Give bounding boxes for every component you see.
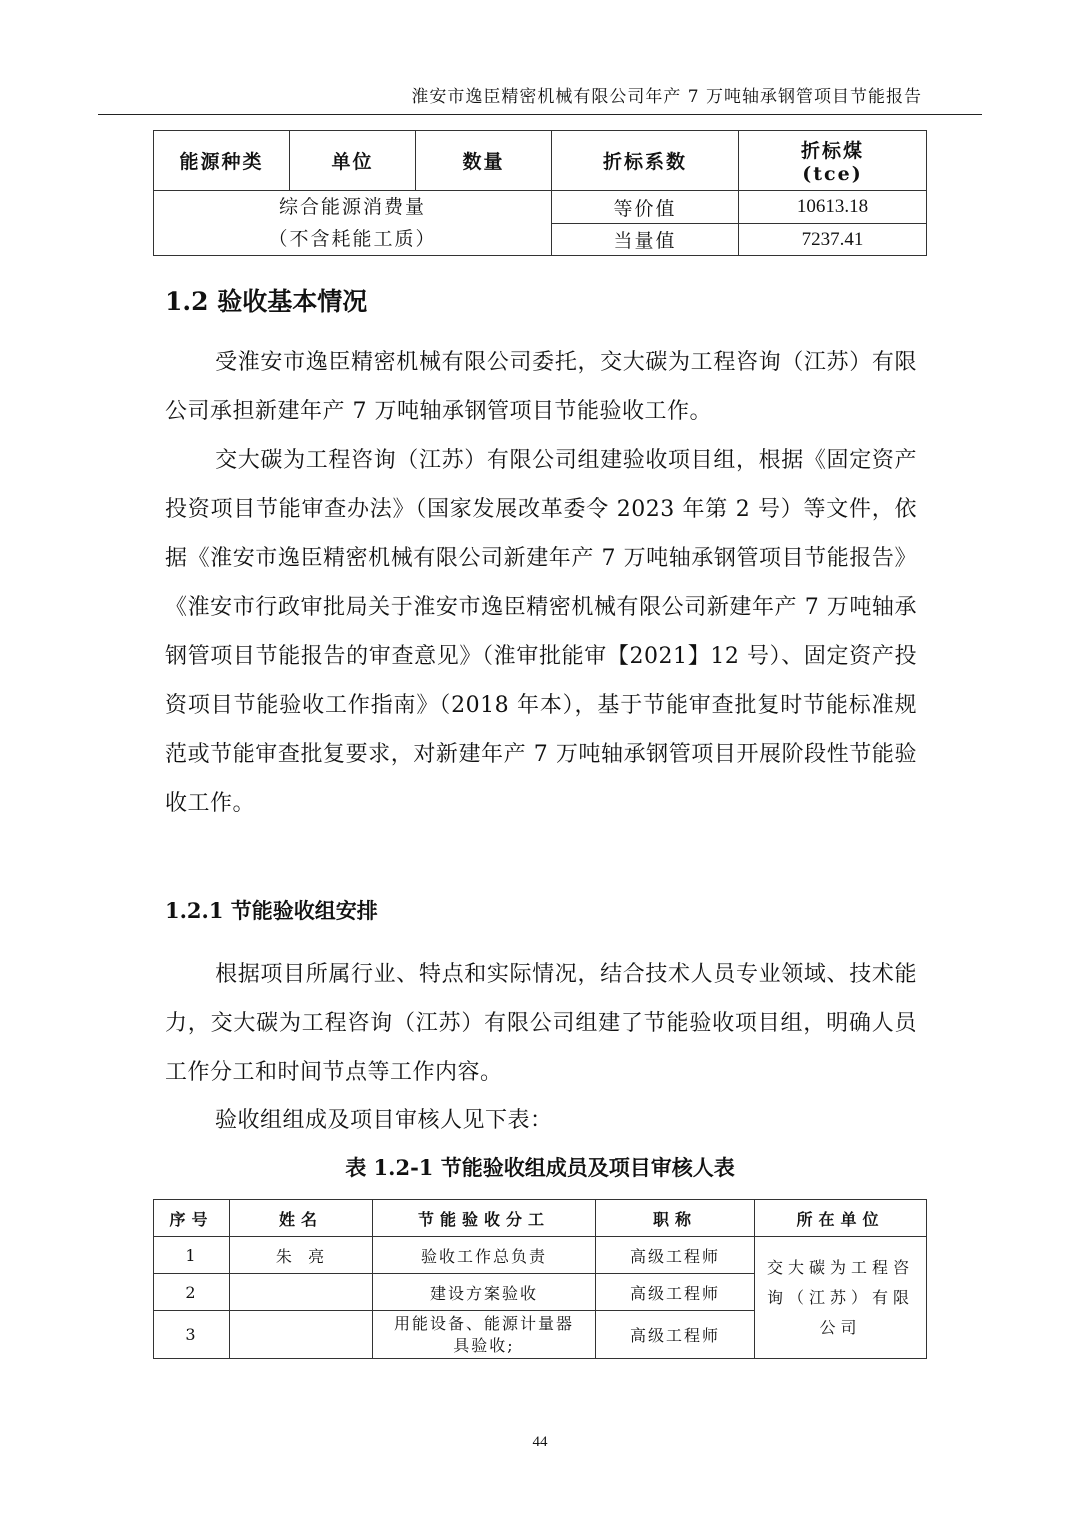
header-title: 职称 <box>596 1200 755 1237</box>
header-title: 淮安市逸臣精密机械有限公司年产 7 万吨轴承钢管项目节能报告 <box>411 87 922 107</box>
unit-line1: 交大碳为工程咨 <box>766 1257 914 1277</box>
section-heading: 1.2 验收基本情况 <box>165 287 368 316</box>
row-duty: 验收工作总负责 <box>373 1237 596 1274</box>
paragraph-1-text: 受淮安市逸臣精密机械有限公司委托，交大碳为工程咨询（江苏）有限公司承担新建年产 7 万吨轴承钢管项目节能验收工作。 <box>165 350 917 424</box>
row-name <box>230 1311 373 1359</box>
header-name: 姓名 <box>230 1200 373 1237</box>
unit-line2: 询（江苏）有限 <box>766 1287 914 1307</box>
paragraph-3-text: 根据项目所属行业、特点和实际情况，结合技术人员专业领域、技术能力，交大碳为工程咨询（江苏）有限公司组建了节能验收项目组，明确人员工作分工和时间节点等工作内容。 <box>165 962 917 1085</box>
header-quantity: 数量 <box>416 131 552 191</box>
row-equivalent-value: 10613.18 <box>739 191 927 224</box>
paragraph-3 <box>165 950 917 1097</box>
paragraph-2 <box>165 436 917 828</box>
page-number: 44 <box>532 1434 548 1450</box>
header-conversion-factor: 折标系数 <box>552 131 739 191</box>
header-standard-coal-unit: (tce) <box>802 163 863 185</box>
row-duty: 用能设备、能源计量器具验收; <box>373 1311 596 1359</box>
unit-line3: 公司 <box>819 1317 862 1337</box>
header-unit: 所在单位 <box>755 1200 927 1237</box>
paragraph-4-text: 验收组组成及项目审核人见下表： <box>215 1108 553 1133</box>
header-standard-coal <box>739 131 927 191</box>
acceptance-team-table <box>153 1199 927 1359</box>
row-title: 高级工程师 <box>596 1237 755 1274</box>
energy-consumption-table <box>153 130 927 256</box>
table-row <box>154 1237 927 1274</box>
paragraph-1 <box>165 338 917 436</box>
header-standard-coal-line1: 折标煤 <box>800 140 864 162</box>
merged-label-line2: （不含耗能工质） <box>268 228 437 250</box>
header-duty: 节能验收分工 <box>373 1200 596 1237</box>
header-no: 序号 <box>154 1200 230 1237</box>
merged-label-cell <box>154 191 552 256</box>
row-title: 高级工程师 <box>596 1274 755 1311</box>
merged-label-line1: 综合能源消费量 <box>278 196 426 218</box>
row-calorific-value: 7237.41 <box>739 224 927 256</box>
header-unit: 单位 <box>290 131 416 191</box>
row-no: 1 <box>154 1237 230 1274</box>
row-no: 2 <box>154 1274 230 1311</box>
paragraph-4 <box>165 1096 917 1145</box>
row-name: 朱 亮 <box>230 1237 373 1274</box>
paragraph-2-text: 交大碳为工程咨询（江苏）有限公司组建验收项目组，根据《固定资产投资项目节能审查办法》（国家发展改革委令 2023 年第 2 号）等文件，依据《淮安市逸臣精密机械有限公司新建年产 7 万吨轴承钢管项目节能报告》《淮安市行政审批局关于淮安市逸臣精密机械有限公司新建年产 7 万吨轴承钢管项目节能报告的审查意见》（淮审批能审【2021】12 号）、固定资产投资项目节能验收工作指南》（2018 年本），基于节能审查批复时节能标准规范或节能审查批复要求，对新建年产 7 万吨轴承钢管项目开展阶段性节能验收工作。 <box>165 448 917 816</box>
header-energy-type: 能源种类 <box>154 131 290 191</box>
row-calorific-type: 当量值 <box>552 224 739 256</box>
row-name <box>230 1274 373 1311</box>
subsection-heading: 1.2.1 节能验收组安排 <box>165 898 378 923</box>
row-no: 3 <box>154 1311 230 1359</box>
row-duty: 建设方案验收 <box>373 1274 596 1311</box>
row-title: 高级工程师 <box>596 1311 755 1359</box>
table-caption: 表 1.2-1 节能验收组成员及项目审核人表 <box>345 1155 735 1180</box>
page-header <box>98 82 982 115</box>
row-equivalent-type: 等价值 <box>552 191 739 224</box>
unit-cell <box>755 1237 927 1359</box>
